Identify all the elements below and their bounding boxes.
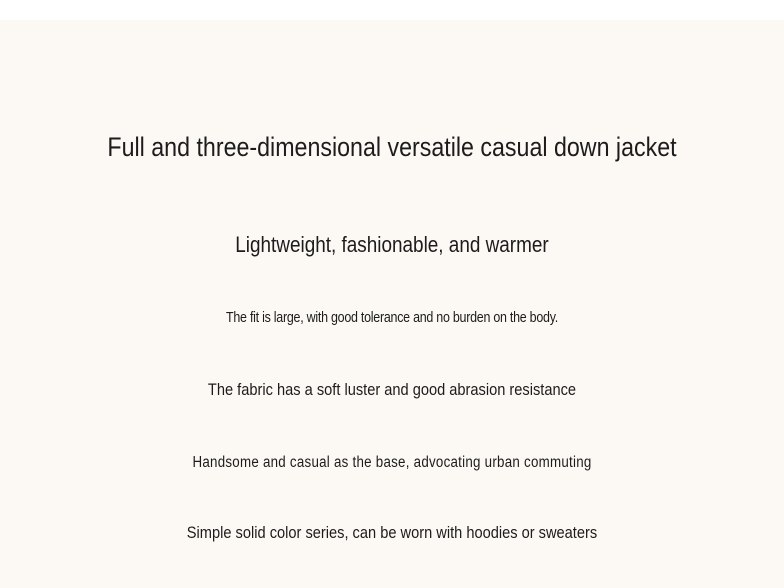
product-description-panel (0, 20, 784, 588)
product-title: Full and three-dimensional versatile casual down jacket (107, 132, 677, 162)
feature-line-color: Simple solid color series, can be worn with hoodies or sweaters (186, 523, 598, 542)
feature-line-style: Handsome and casual as the base, advocating urban commuting (192, 454, 592, 471)
feature-line-fabric: The fabric has a soft luster and good abrasion resistance (207, 380, 577, 399)
product-subtitle: Lightweight, fashionable, and warmer (235, 232, 549, 257)
feature-line-fit: The fit is large, with good tolerance and no burden on the body. (226, 310, 558, 326)
